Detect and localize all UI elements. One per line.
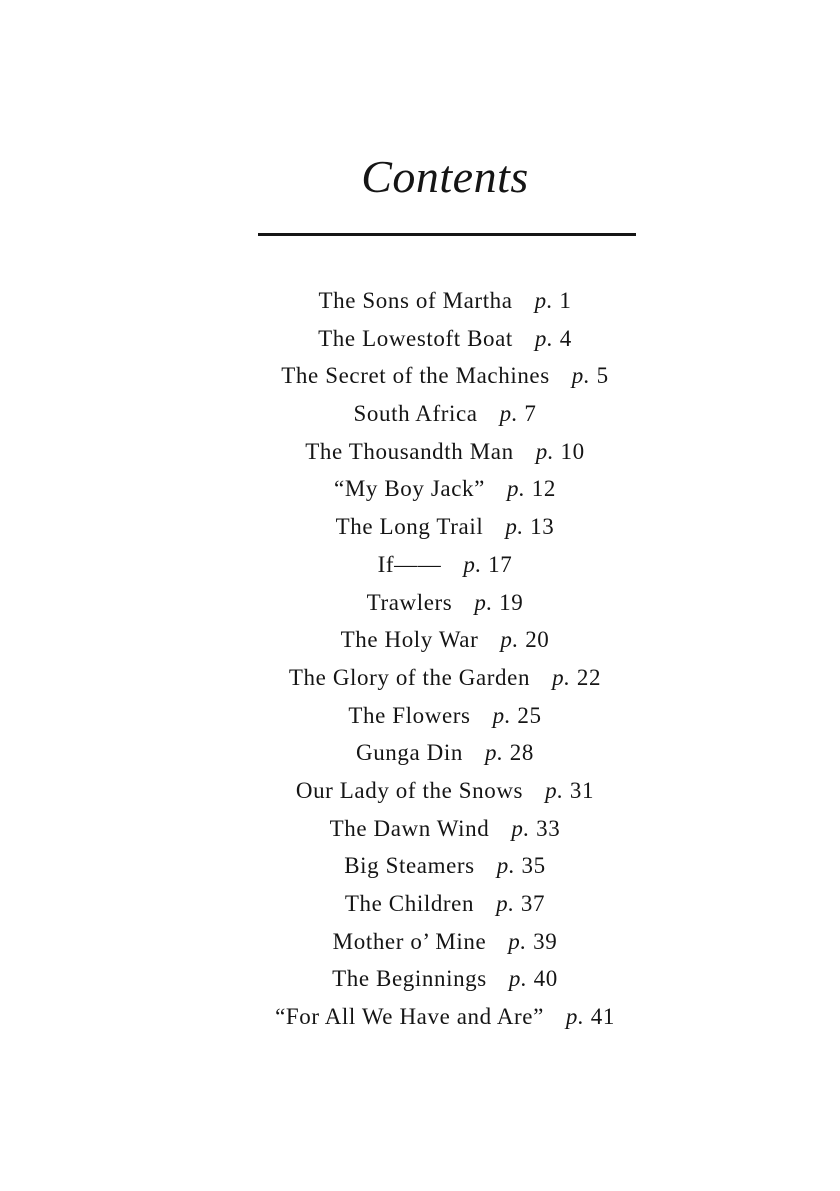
page-prefix: p. <box>534 325 554 351</box>
contents-entry <box>0 847 840 885</box>
entry-title: The Holy War <box>340 627 479 653</box>
entry-page-number: 25 <box>517 702 542 728</box>
page-prefix: p. <box>508 928 527 954</box>
entry-title: If—— <box>377 551 442 577</box>
contents-entry <box>0 395 840 433</box>
page-prefix: p. <box>506 476 526 502</box>
entry-page-number: 37 <box>520 891 546 916</box>
entry-page-ref <box>507 476 556 501</box>
entry-title: The Flowers <box>348 702 471 728</box>
entry-page-ref <box>508 929 557 954</box>
contents-entry <box>0 433 840 471</box>
entry-page-number: 41 <box>590 1004 615 1030</box>
entry-page-number: 12 <box>531 476 556 502</box>
page-prefix: p. <box>511 815 530 841</box>
entry-page-ref <box>493 703 542 728</box>
entry-title: The Lowestoft Boat <box>318 325 513 351</box>
entry-page-ref <box>535 288 572 313</box>
entry-page-number: 40 <box>533 966 558 992</box>
entry-page-ref <box>566 1004 615 1029</box>
page-prefix: p. <box>499 401 519 427</box>
entry-page-number: 35 <box>521 853 546 879</box>
entry-page-number: 28 <box>509 740 534 766</box>
entry-page-number: 7 <box>524 401 537 427</box>
contents-entry <box>0 282 840 320</box>
entry-page-ref <box>474 590 523 615</box>
contents-entry <box>0 810 840 848</box>
entry-page-number: 10 <box>560 438 585 464</box>
contents-entry <box>0 734 840 772</box>
entry-page-number: 20 <box>525 627 550 653</box>
title-rule <box>258 233 636 236</box>
entry-page-number: 1 <box>559 288 572 313</box>
entry-page-number: 13 <box>530 514 555 540</box>
page-prefix: p. <box>463 551 482 577</box>
entry-page-number: 39 <box>533 928 558 954</box>
page-prefix: p. <box>552 664 571 690</box>
entry-page-ref <box>552 665 601 690</box>
page-prefix: p. <box>534 288 554 313</box>
contents-entry <box>0 357 840 395</box>
entry-title: Big Steamers <box>344 853 475 879</box>
entry-page-ref <box>500 401 537 426</box>
page-prefix: p. <box>565 1004 585 1030</box>
entry-page-number: 22 <box>576 664 602 690</box>
page-prefix: p. <box>492 702 512 728</box>
entry-page-ref <box>497 853 546 878</box>
entry-page-ref <box>500 627 549 652</box>
entry-title: The Thousandth Man <box>305 438 514 464</box>
entry-page-ref <box>505 514 554 539</box>
entry-page-number: 31 <box>569 777 595 803</box>
entry-page-ref <box>535 326 572 351</box>
entry-title: Gunga Din <box>356 740 463 766</box>
entry-title: Mother o’ Mine <box>332 928 487 954</box>
entry-title: The Sons of Martha <box>318 288 513 313</box>
entry-page-ref <box>509 966 558 991</box>
page-prefix: p. <box>496 853 516 879</box>
page-prefix: p. <box>484 740 504 766</box>
entry-page-ref <box>463 552 512 577</box>
contents-entry <box>0 697 840 735</box>
page-prefix: p. <box>535 438 555 464</box>
entry-title: “For All We Have and Are” <box>275 1004 544 1030</box>
page-prefix: p. <box>496 891 515 916</box>
entry-page-number: 5 <box>596 363 609 389</box>
contents-entry <box>0 923 840 961</box>
entry-title: Trawlers <box>366 589 453 615</box>
entry-page-number: 4 <box>559 325 572 351</box>
entry-page-ref <box>545 778 594 803</box>
entry-page-ref <box>485 740 534 765</box>
page-prefix: p. <box>508 966 528 992</box>
contents-entry <box>0 960 840 998</box>
page-prefix: p. <box>505 514 524 540</box>
entry-page-ref <box>536 439 585 464</box>
contents-entry <box>0 772 840 810</box>
contents-list <box>0 282 840 1036</box>
page-prefix: p. <box>571 363 591 389</box>
entry-page-number: 19 <box>499 589 524 615</box>
entry-title: The Beginnings <box>332 966 487 992</box>
entry-title: South Africa <box>353 401 478 427</box>
page-prefix: p. <box>500 627 519 653</box>
contents-entry <box>0 470 840 508</box>
contents-entry <box>0 885 840 923</box>
entry-page-number: 17 <box>488 551 513 577</box>
entry-page-ref <box>511 816 560 841</box>
page-prefix: p. <box>474 589 493 615</box>
entry-title: The Children <box>344 891 475 916</box>
page-prefix: p. <box>545 777 564 803</box>
entry-page-ref <box>496 891 545 916</box>
entry-page-number: 33 <box>536 815 561 841</box>
entry-title: The Long Trail <box>335 514 484 540</box>
entry-title: The Dawn Wind <box>329 815 490 841</box>
contents-entry <box>0 659 840 697</box>
contents-entry <box>0 998 840 1036</box>
contents-entry <box>0 621 840 659</box>
contents-entry <box>0 508 840 546</box>
entry-page-ref <box>572 363 609 388</box>
entry-title: Our Lady of the Snows <box>295 777 524 803</box>
entry-title: The Secret of the Machines <box>281 363 550 389</box>
contents-entry <box>0 546 840 584</box>
page-title: Contents <box>361 151 529 202</box>
contents-entry <box>0 320 840 358</box>
entry-title: “My Boy Jack” <box>334 476 485 502</box>
contents-entry <box>0 584 840 622</box>
entry-title: The Glory of the Garden <box>288 664 531 690</box>
